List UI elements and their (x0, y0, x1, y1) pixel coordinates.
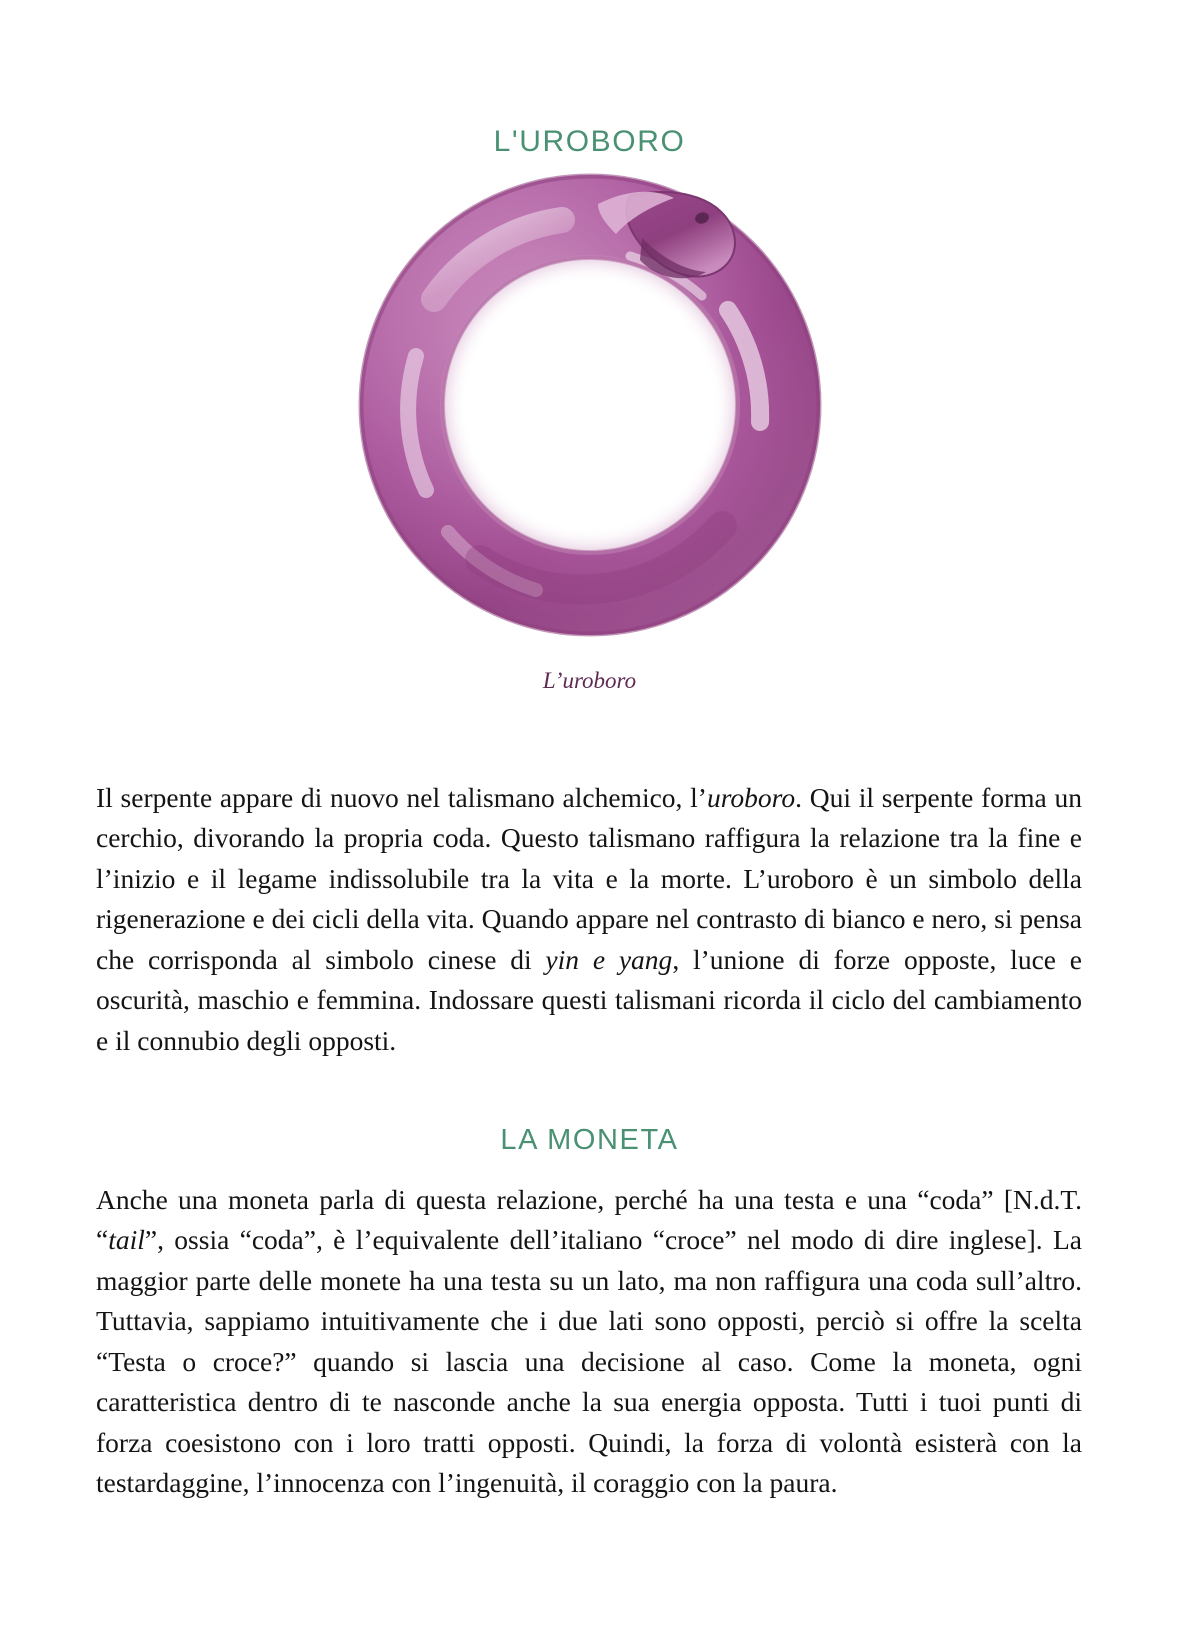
figure-caption: L’uroboro (542, 668, 637, 693)
ouroboros-snake-ring-icon (330, 160, 850, 640)
ouroboros-figure (0, 160, 1179, 645)
snake-inner-glow (440, 255, 740, 555)
section-heading-moneta: LA MONETA (500, 1124, 679, 1157)
paragraph-moneta: Anche una moneta parla di questa relazione, perché ha una testa e una “coda” [N.d.T. “tail”, ossia “coda”, è l’equivalente dell’italiano “croce” nel modo di dire inglese]. La maggior parte delle monete ha una testa su un lato, ma non raffigura una coda sull’altro. Tuttavia, sappiamo intuitivamente che i due lati sono opposti, perciò si offre la scelta “Testa o croce?” quando si lascia una decisione al caso. Come la moneta, ogni caratteristica dentro di te nasconde anche la sua energia opposta. Tutti i tuoi punti di forza coesistono con i loro tratti opposti. Quindi, la forza di volontà esisterà con la testardaggine, l’innocenza con l’ingenuità, il coraggio con la paura. (96, 1183, 1082, 1498)
section-heading-uroboro: L'UROBORO (493, 124, 686, 158)
paragraph-uroboro: Il serpente appare di nuovo nel talismano alchemico, l’uroboro. Qui il serpente forma un cerchio, divorando la propria coda. Questo talismano raffigura la relazione tra la fine e l’inizio e il legame indissolubile tra la vita e la morte. L’uroboro è un simbolo della rigenerazione e dei cicli della vita. Quando appare nel contrasto di bianco e nero, si pensa che corrisponda al simbolo cinese di yin e yang, l’unione di forze opposte, luce e oscurità, maschio e femmina. Indossare questi talismani ricorda il ciclo del cambiamento e il connubio degli opposti. (96, 781, 1082, 1056)
